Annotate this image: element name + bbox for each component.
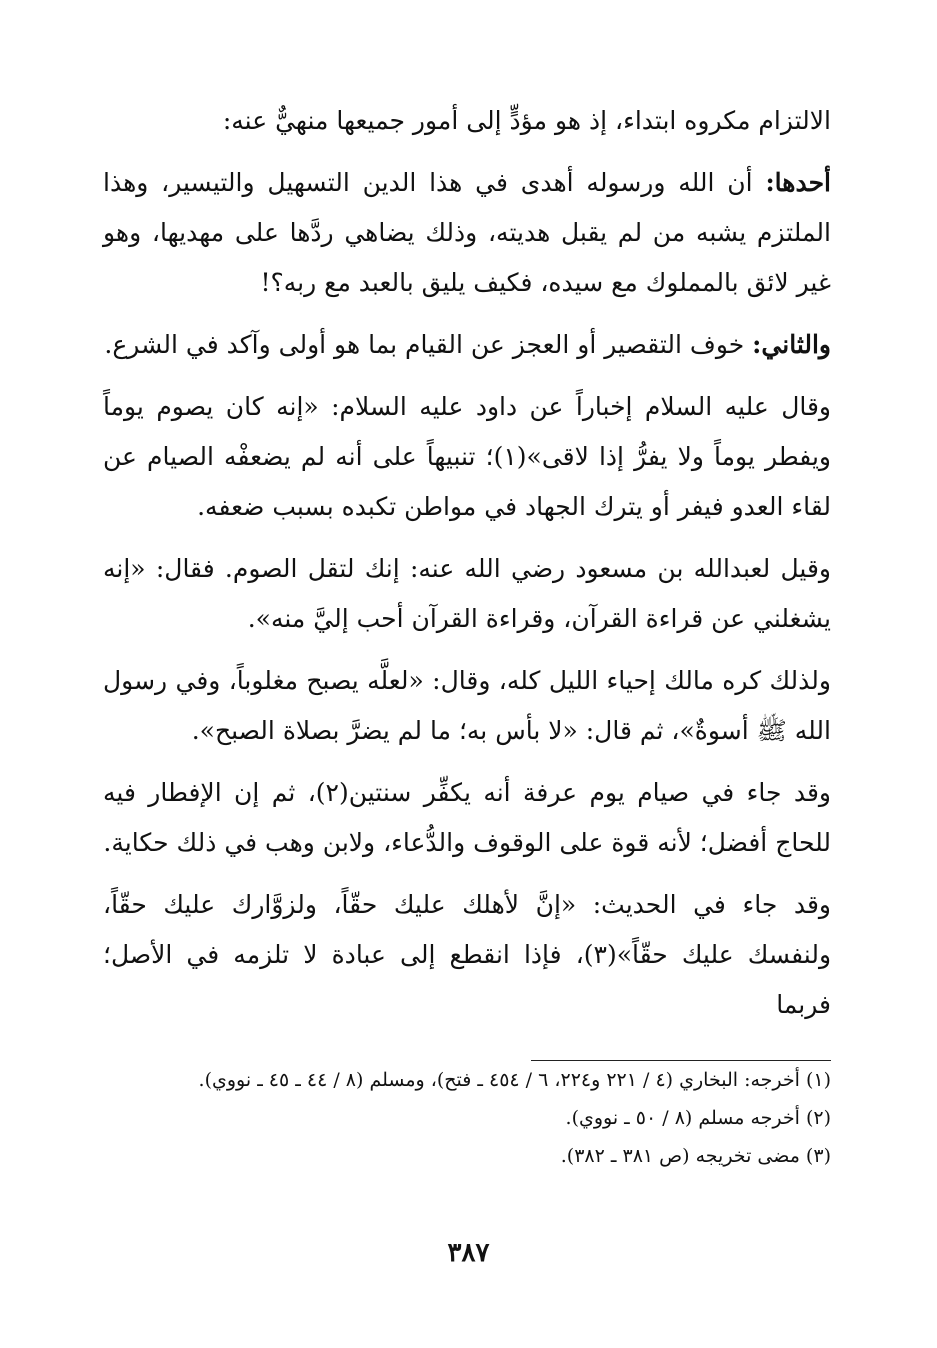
paragraph-2-text: أن الله ورسوله أهدى في هذا الدين التسهيل والتيسير، وهذا الملتزم يشبه من لم يقبل هديته، وذلك يضاهي ردَّها على مهديها، وهو غير لائق بالمملوك مع سيده، فكيف يليق بالعبد مع ربه؟! bbox=[103, 168, 831, 297]
paragraph-3-lead: والثاني: bbox=[752, 330, 831, 359]
paragraph-1-text: الالتزام مكروه ابتداء، إذ هو مؤدٍّ إلى أمور جميعها منهيٌّ عنه: bbox=[222, 106, 831, 135]
paragraph-4 bbox=[103, 382, 831, 532]
paragraph-3 bbox=[103, 320, 831, 370]
paragraph-5-text: وقيل لعبدالله بن مسعود رضي الله عنه: إنك لتقل الصوم. فقال: «إنه يشغلني عن قراءة القرآن، وقراءة القرآن أحب إليَّ منه». bbox=[103, 554, 831, 633]
footnote-3: (٣) مضى تخريجه (ص ٣٨١ ـ ٣٨٢). bbox=[560, 1145, 831, 1167]
footnote-2: (٢) أخرجه مسلم (٨ / ٥٠ ـ نووي). bbox=[565, 1107, 831, 1129]
paragraph-2-lead: أحدها: bbox=[765, 168, 831, 197]
footnote-1: (١) أخرجه: البخاري (٤ / ٢٢١ و٢٢٤، ٦ / ٤٥٤ ـ فتح)، ومسلم (٨ / ٤٤ ـ ٤٥ ـ نووي). bbox=[198, 1069, 831, 1091]
paragraph-6-text: ولذلك كره مالك إحياء الليل كله، وقال: «لعلَّه يصبح مغلوباً، وفي رسول الله ﷺ أسوةٌ»، ثم قال: «لا بأس به؛ ما لم يضرَّ بصلاة الصبح». bbox=[103, 666, 831, 745]
paragraph-7 bbox=[103, 768, 831, 868]
paragraph-4-text: وقال عليه السلام إخباراً عن داود عليه السلام: «إنه كان يصوم يوماً ويفطر يوماً ولا يفرُّ إذا لاقى»(١)؛ تنبيهاً على أنه لم يضعفْه الصيام عن لقاء العدو فيفر أو يترك الجهاد في مواطن تكبده بسبب ضعفه. bbox=[103, 392, 831, 521]
footnotes bbox=[103, 1054, 831, 1175]
paragraph-1 bbox=[103, 96, 831, 146]
paragraph-8-text: وقد جاء في الحديث: «إنَّ لأهلك عليك حقّاً، ولزوَّارك عليك حقّاً، ولنفسك عليك حقّاً»(٣)، فإذا انقطع إلى عبادة لا تلزمه في الأصل؛ فربما bbox=[103, 890, 832, 1019]
paragraph-2 bbox=[103, 158, 831, 308]
paragraph-3-text: خوف التقصير أو العجز عن القيام بما هو أولى وآكد في الشرع. bbox=[104, 330, 753, 359]
paragraph-6 bbox=[103, 656, 831, 756]
paragraph-7-text: وقد جاء في صيام يوم عرفة أنه يكفِّر سنتين(٢)، ثم إن الإفطار فيه للحاج أفضل؛ لأنه قوة على الوقوف والدُّعاء، ولابن وهب في ذلك حكاية. bbox=[103, 778, 831, 857]
paragraph-8 bbox=[103, 880, 831, 1030]
main-text bbox=[103, 96, 831, 1042]
page-number: ٣٨٧ bbox=[447, 1238, 490, 1268]
paragraph-5 bbox=[103, 544, 831, 644]
